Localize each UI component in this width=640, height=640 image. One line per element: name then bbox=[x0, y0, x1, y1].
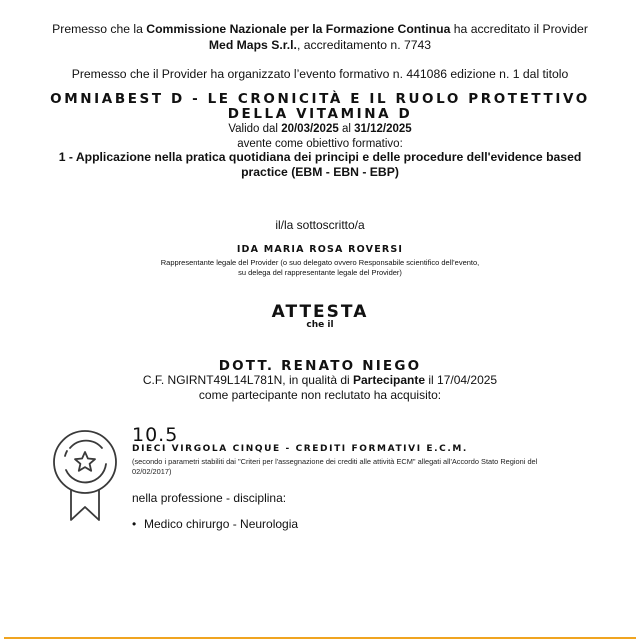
signer-intro: il/la sottoscritto/a bbox=[275, 218, 365, 232]
accreditation-prefix: Premesso che la bbox=[52, 22, 147, 36]
valid-prefix: Valido dal bbox=[228, 123, 282, 135]
accreditation-number: , accreditamento n. 7743 bbox=[296, 38, 432, 52]
credits-number: 10.5 bbox=[132, 424, 179, 446]
accent-divider bbox=[4, 637, 636, 639]
validity-period bbox=[0, 122, 640, 136]
participant-name: DOTT. RENATO NIEGO bbox=[218, 358, 422, 374]
valid-mid: al bbox=[338, 123, 355, 135]
signer-name: IDA MARIA ROSA ROVERSI bbox=[236, 244, 404, 255]
credits-criteria: (secondo i parametri stabiliti dai "Criteri per l'assegnazione dei crediti alle attività ECM" allegati all'Accordo Stato Regioni del 02/02/2017) bbox=[132, 457, 538, 476]
event-title bbox=[0, 92, 640, 122]
attestation-heading: ATTESTA bbox=[271, 302, 369, 322]
profession-label: nella professione - disciplina: bbox=[132, 491, 287, 505]
bullet-icon: • bbox=[132, 517, 137, 531]
valid-to-date: 31/12/2025 bbox=[354, 123, 412, 135]
participant-role: Partecipante bbox=[353, 373, 426, 387]
profession-discipline: Medico chirurgo - Neurologia bbox=[144, 517, 299, 531]
profession-list bbox=[132, 517, 298, 531]
participation-date: il 17/04/2025 bbox=[425, 373, 498, 387]
signer-role-line1: Rappresentante legale del Provider (o suo delegato ovvero Responsabile scientifico dell’evento, bbox=[160, 258, 480, 267]
signer-role-line2: su delega del rappresentante legale del Provider) bbox=[238, 268, 402, 277]
event-title-line2: DELLA VITAMINA D bbox=[227, 106, 413, 122]
award-medal-icon bbox=[52, 428, 118, 529]
event-title-line1: OMNIABEST D - LE CRONICITÀ E IL RUOLO PROTETTIVO bbox=[50, 91, 590, 107]
accreditation-statement bbox=[0, 21, 640, 53]
signer-role bbox=[0, 258, 640, 278]
accreditation-middle: ha accreditato il Provider bbox=[450, 22, 588, 36]
participant-details bbox=[0, 373, 640, 388]
provider-name: Med Maps S.r.l. bbox=[208, 38, 297, 52]
acquired-statement: come partecipante non reclutato ha acquisito: bbox=[198, 388, 442, 402]
fiscal-code: C.F. NGIRNT49L14L781N, in qualità di bbox=[142, 373, 353, 387]
valid-from-date: 20/03/2025 bbox=[281, 123, 339, 135]
list-item bbox=[132, 517, 298, 531]
event-intro: Premesso che il Provider ha organizzato l’evento formativo n. 441086 edizione n. 1 dal titolo bbox=[71, 67, 569, 81]
attestation-subheading: che il bbox=[306, 320, 334, 330]
credits-words: DIECI VIRGOLA CINQUE - CREDITI FORMATIVI E.C.M. bbox=[132, 444, 468, 454]
training-objective: 1 - Applicazione nella pratica quotidiana dei principi e delle procedure dell'evidence based practice (EBM - EBN - EBP) bbox=[58, 150, 582, 179]
commission-name: Commissione Nazionale per la Formazione Continua bbox=[146, 22, 451, 36]
objective-intro: avente come obiettivo formativo: bbox=[237, 138, 403, 150]
